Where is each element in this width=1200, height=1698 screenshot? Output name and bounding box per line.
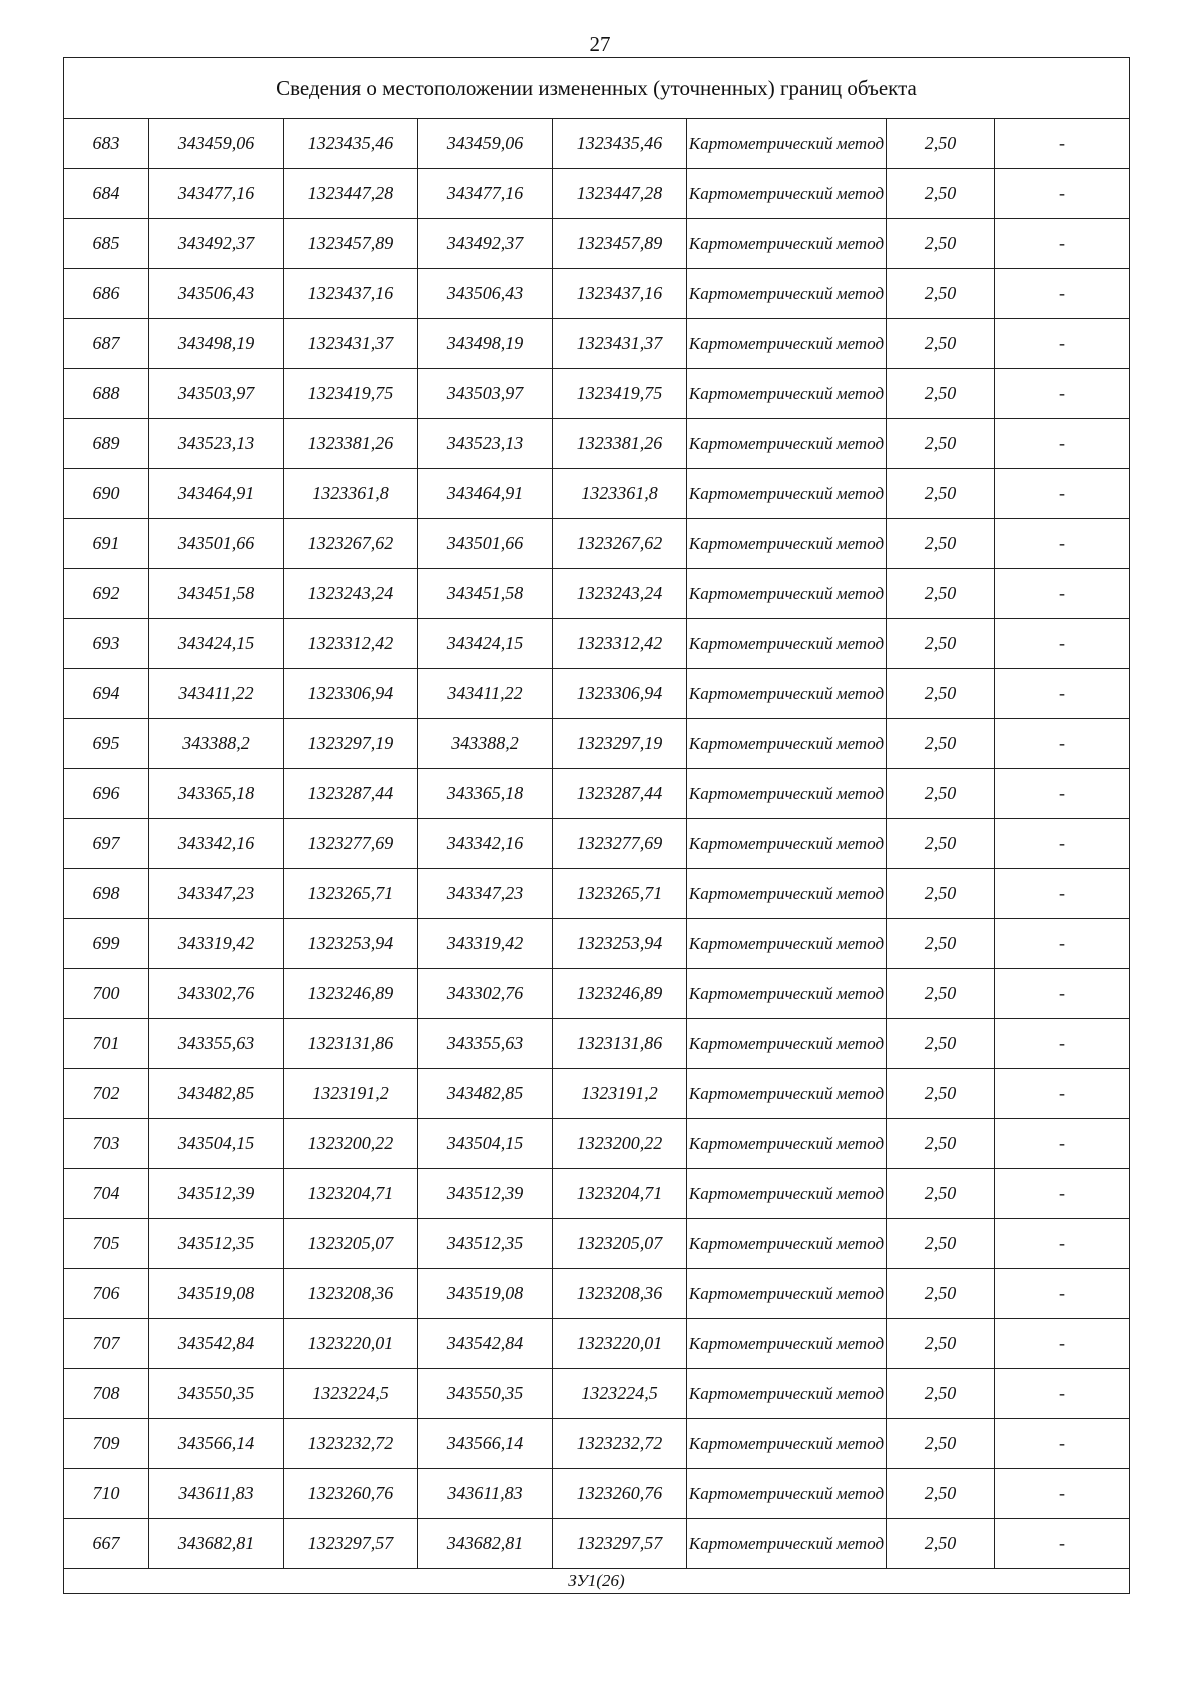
method-cell: Картометрический метод — [687, 1219, 887, 1269]
x-new-cell: 343542,84 — [418, 1319, 553, 1369]
table-title: Сведения о местоположении измененных (уточненных) границ объекта — [64, 58, 1130, 119]
y-existing-cell: 1323297,57 — [284, 1519, 418, 1569]
method-cell: Картометрический метод — [687, 219, 887, 269]
y-new-cell: 1323232,72 — [553, 1419, 687, 1469]
y-new-cell: 1323191,2 — [553, 1069, 687, 1119]
x-existing-cell: 343519,08 — [149, 1269, 284, 1319]
note-cell: - — [995, 919, 1130, 969]
x-new-cell: 343492,37 — [418, 219, 553, 269]
table-row — [64, 1319, 1130, 1369]
method-cell: Картометрический метод — [687, 819, 887, 869]
table-row — [64, 719, 1130, 769]
x-existing-cell: 343566,14 — [149, 1419, 284, 1469]
note-cell: - — [995, 969, 1130, 1019]
accuracy-cell: 2,50 — [887, 1369, 995, 1419]
table-row — [64, 819, 1130, 869]
method-cell: Картометрический метод — [687, 369, 887, 419]
point-number-cell: 700 — [64, 969, 149, 1019]
x-existing-cell: 343464,91 — [149, 469, 284, 519]
y-existing-cell: 1323361,8 — [284, 469, 418, 519]
y-existing-cell: 1323191,2 — [284, 1069, 418, 1119]
y-new-cell: 1323435,46 — [553, 119, 687, 169]
y-existing-cell: 1323200,22 — [284, 1119, 418, 1169]
x-new-cell: 343498,19 — [418, 319, 553, 369]
accuracy-cell: 2,50 — [887, 619, 995, 669]
accuracy-cell: 2,50 — [887, 1219, 995, 1269]
table-row — [64, 519, 1130, 569]
x-existing-cell: 343411,22 — [149, 669, 284, 719]
y-existing-cell: 1323457,89 — [284, 219, 418, 269]
x-existing-cell: 343302,76 — [149, 969, 284, 1019]
note-cell: - — [995, 869, 1130, 919]
x-new-cell: 343501,66 — [418, 519, 553, 569]
note-cell: - — [995, 569, 1130, 619]
boundary-table — [63, 57, 1130, 1594]
note-cell: - — [995, 1369, 1130, 1419]
method-cell: Картометрический метод — [687, 419, 887, 469]
x-existing-cell: 343365,18 — [149, 769, 284, 819]
point-number-cell: 686 — [64, 269, 149, 319]
x-existing-cell: 343611,83 — [149, 1469, 284, 1519]
x-existing-cell: 343512,35 — [149, 1219, 284, 1269]
y-existing-cell: 1323204,71 — [284, 1169, 418, 1219]
y-new-cell: 1323297,57 — [553, 1519, 687, 1569]
table-row — [64, 219, 1130, 269]
y-new-cell: 1323131,86 — [553, 1019, 687, 1069]
table-row — [64, 319, 1130, 369]
y-new-cell: 1323437,16 — [553, 269, 687, 319]
x-new-cell: 343355,63 — [418, 1019, 553, 1069]
y-existing-cell: 1323277,69 — [284, 819, 418, 869]
y-existing-cell: 1323297,19 — [284, 719, 418, 769]
point-number-cell: 667 — [64, 1519, 149, 1569]
accuracy-cell: 2,50 — [887, 119, 995, 169]
accuracy-cell: 2,50 — [887, 419, 995, 469]
x-new-cell: 343512,35 — [418, 1219, 553, 1269]
accuracy-cell: 2,50 — [887, 719, 995, 769]
table-row — [64, 619, 1130, 669]
x-new-cell: 343566,14 — [418, 1419, 553, 1469]
y-existing-cell: 1323243,24 — [284, 569, 418, 619]
table-footer: ЗУ1(26) — [64, 1569, 1130, 1594]
table-row — [64, 1469, 1130, 1519]
accuracy-cell: 2,50 — [887, 1319, 995, 1369]
y-existing-cell: 1323205,07 — [284, 1219, 418, 1269]
y-new-cell: 1323287,44 — [553, 769, 687, 819]
method-cell: Картометрический метод — [687, 1369, 887, 1419]
x-new-cell: 343482,85 — [418, 1069, 553, 1119]
note-cell: - — [995, 219, 1130, 269]
method-cell: Картометрический метод — [687, 119, 887, 169]
table-footer-row — [64, 1569, 1130, 1594]
note-cell: - — [995, 1169, 1130, 1219]
accuracy-cell: 2,50 — [887, 569, 995, 619]
x-existing-cell: 343459,06 — [149, 119, 284, 169]
point-number-cell: 697 — [64, 819, 149, 869]
y-new-cell: 1323260,76 — [553, 1469, 687, 1519]
table-row — [64, 569, 1130, 619]
table-row — [64, 1369, 1130, 1419]
y-new-cell: 1323457,89 — [553, 219, 687, 269]
note-cell: - — [995, 469, 1130, 519]
y-existing-cell: 1323253,94 — [284, 919, 418, 969]
accuracy-cell: 2,50 — [887, 1169, 995, 1219]
x-existing-cell: 343355,63 — [149, 1019, 284, 1069]
x-existing-cell: 343498,19 — [149, 319, 284, 369]
y-new-cell: 1323267,62 — [553, 519, 687, 569]
accuracy-cell: 2,50 — [887, 469, 995, 519]
accuracy-cell: 2,50 — [887, 969, 995, 1019]
x-new-cell: 343682,81 — [418, 1519, 553, 1569]
method-cell: Картометрический метод — [687, 569, 887, 619]
accuracy-cell: 2,50 — [887, 319, 995, 369]
table-row — [64, 1069, 1130, 1119]
accuracy-cell: 2,50 — [887, 769, 995, 819]
point-number-cell: 696 — [64, 769, 149, 819]
x-existing-cell: 343503,97 — [149, 369, 284, 419]
x-new-cell: 343519,08 — [418, 1269, 553, 1319]
method-cell: Картометрический метод — [687, 969, 887, 1019]
note-cell: - — [995, 1019, 1130, 1069]
page-number: 27 — [589, 32, 611, 56]
y-existing-cell: 1323437,16 — [284, 269, 418, 319]
note-cell: - — [995, 1469, 1130, 1519]
point-number-cell: 692 — [64, 569, 149, 619]
x-new-cell: 343550,35 — [418, 1369, 553, 1419]
note-cell: - — [995, 419, 1130, 469]
table-row — [64, 869, 1130, 919]
x-new-cell: 343611,83 — [418, 1469, 553, 1519]
y-existing-cell: 1323208,36 — [284, 1269, 418, 1319]
point-number-cell: 706 — [64, 1269, 149, 1319]
point-number-cell: 699 — [64, 919, 149, 969]
x-existing-cell: 343550,35 — [149, 1369, 284, 1419]
method-cell: Картометрический метод — [687, 319, 887, 369]
method-cell: Картометрический метод — [687, 1119, 887, 1169]
accuracy-cell: 2,50 — [887, 1419, 995, 1469]
method-cell: Картометрический метод — [687, 1469, 887, 1519]
method-cell: Картометрический метод — [687, 919, 887, 969]
x-new-cell: 343388,2 — [418, 719, 553, 769]
note-cell: - — [995, 1069, 1130, 1119]
method-cell: Картометрический метод — [687, 769, 887, 819]
note-cell: - — [995, 269, 1130, 319]
accuracy-cell: 2,50 — [887, 1519, 995, 1569]
x-new-cell: 343347,23 — [418, 869, 553, 919]
method-cell: Картометрический метод — [687, 1169, 887, 1219]
y-existing-cell: 1323267,62 — [284, 519, 418, 569]
x-new-cell: 343459,06 — [418, 119, 553, 169]
point-number-cell: 685 — [64, 219, 149, 269]
table-row — [64, 169, 1130, 219]
method-cell: Картометрический метод — [687, 1069, 887, 1119]
y-new-cell: 1323246,89 — [553, 969, 687, 1019]
note-cell: - — [995, 769, 1130, 819]
table-title-row — [64, 58, 1130, 119]
note-cell: - — [995, 1319, 1130, 1369]
point-number-cell: 705 — [64, 1219, 149, 1269]
point-number-cell: 691 — [64, 519, 149, 569]
accuracy-cell: 2,50 — [887, 519, 995, 569]
table-row — [64, 669, 1130, 719]
x-new-cell: 343523,13 — [418, 419, 553, 469]
table-row — [64, 769, 1130, 819]
y-existing-cell: 1323287,44 — [284, 769, 418, 819]
x-existing-cell: 343506,43 — [149, 269, 284, 319]
table-row — [64, 469, 1130, 519]
y-existing-cell: 1323447,28 — [284, 169, 418, 219]
point-number-cell: 689 — [64, 419, 149, 469]
table-row — [64, 419, 1130, 469]
point-number-cell: 707 — [64, 1319, 149, 1369]
method-cell: Картометрический метод — [687, 619, 887, 669]
x-existing-cell: 343451,58 — [149, 569, 284, 619]
y-new-cell: 1323220,01 — [553, 1319, 687, 1369]
x-existing-cell: 343504,15 — [149, 1119, 284, 1169]
y-existing-cell: 1323220,01 — [284, 1319, 418, 1369]
accuracy-cell: 2,50 — [887, 369, 995, 419]
y-new-cell: 1323205,07 — [553, 1219, 687, 1269]
y-new-cell: 1323243,24 — [553, 569, 687, 619]
x-existing-cell: 343542,84 — [149, 1319, 284, 1369]
accuracy-cell: 2,50 — [887, 1119, 995, 1169]
table-row — [64, 1519, 1130, 1569]
table-row — [64, 269, 1130, 319]
accuracy-cell: 2,50 — [887, 1069, 995, 1119]
table-row — [64, 919, 1130, 969]
accuracy-cell: 2,50 — [887, 919, 995, 969]
accuracy-cell: 2,50 — [887, 169, 995, 219]
point-number-cell: 694 — [64, 669, 149, 719]
x-existing-cell: 343319,42 — [149, 919, 284, 969]
x-new-cell: 343424,15 — [418, 619, 553, 669]
x-existing-cell: 343482,85 — [149, 1069, 284, 1119]
method-cell: Картометрический метод — [687, 469, 887, 519]
method-cell: Картометрический метод — [687, 869, 887, 919]
method-cell: Картометрический метод — [687, 1269, 887, 1319]
table-row — [64, 1219, 1130, 1269]
note-cell: - — [995, 619, 1130, 669]
accuracy-cell: 2,50 — [887, 1019, 995, 1069]
y-new-cell: 1323306,94 — [553, 669, 687, 719]
accuracy-cell: 2,50 — [887, 269, 995, 319]
point-number-cell: 683 — [64, 119, 149, 169]
method-cell: Картометрический метод — [687, 1419, 887, 1469]
y-new-cell: 1323361,8 — [553, 469, 687, 519]
y-new-cell: 1323447,28 — [553, 169, 687, 219]
method-cell: Картометрический метод — [687, 169, 887, 219]
x-existing-cell: 343501,66 — [149, 519, 284, 569]
x-existing-cell: 343492,37 — [149, 219, 284, 269]
y-new-cell: 1323297,19 — [553, 719, 687, 769]
point-number-cell: 703 — [64, 1119, 149, 1169]
table-row — [64, 369, 1130, 419]
accuracy-cell: 2,50 — [887, 1269, 995, 1319]
note-cell: - — [995, 669, 1130, 719]
y-existing-cell: 1323312,42 — [284, 619, 418, 669]
y-existing-cell: 1323131,86 — [284, 1019, 418, 1069]
x-new-cell: 343451,58 — [418, 569, 553, 619]
note-cell: - — [995, 369, 1130, 419]
y-new-cell: 1323265,71 — [553, 869, 687, 919]
y-new-cell: 1323419,75 — [553, 369, 687, 419]
point-number-cell: 701 — [64, 1019, 149, 1069]
table-row — [64, 1119, 1130, 1169]
y-existing-cell: 1323381,26 — [284, 419, 418, 469]
note-cell: - — [995, 1219, 1130, 1269]
x-existing-cell: 343424,15 — [149, 619, 284, 669]
y-new-cell: 1323312,42 — [553, 619, 687, 669]
method-cell: Картометрический метод — [687, 719, 887, 769]
y-existing-cell: 1323435,46 — [284, 119, 418, 169]
accuracy-cell: 2,50 — [887, 219, 995, 269]
y-new-cell: 1323253,94 — [553, 919, 687, 969]
x-new-cell: 343503,97 — [418, 369, 553, 419]
note-cell: - — [995, 519, 1130, 569]
point-number-cell: 709 — [64, 1419, 149, 1469]
accuracy-cell: 2,50 — [887, 869, 995, 919]
method-cell: Картометрический метод — [687, 669, 887, 719]
y-existing-cell: 1323232,72 — [284, 1419, 418, 1469]
point-number-cell: 687 — [64, 319, 149, 369]
method-cell: Картометрический метод — [687, 1019, 887, 1069]
table-row — [64, 969, 1130, 1019]
y-new-cell: 1323200,22 — [553, 1119, 687, 1169]
point-number-cell: 702 — [64, 1069, 149, 1119]
x-existing-cell: 343342,16 — [149, 819, 284, 869]
y-new-cell: 1323381,26 — [553, 419, 687, 469]
table-row — [64, 1019, 1130, 1069]
x-new-cell: 343512,39 — [418, 1169, 553, 1219]
table-row — [64, 1169, 1130, 1219]
table-row — [64, 119, 1130, 169]
note-cell: - — [995, 1419, 1130, 1469]
y-new-cell: 1323204,71 — [553, 1169, 687, 1219]
x-new-cell: 343365,18 — [418, 769, 553, 819]
note-cell: - — [995, 1519, 1130, 1569]
note-cell: - — [995, 1119, 1130, 1169]
y-existing-cell: 1323260,76 — [284, 1469, 418, 1519]
y-new-cell: 1323224,5 — [553, 1369, 687, 1419]
y-new-cell: 1323431,37 — [553, 319, 687, 369]
note-cell: - — [995, 719, 1130, 769]
y-existing-cell: 1323246,89 — [284, 969, 418, 1019]
table-row — [64, 1269, 1130, 1319]
x-existing-cell: 343523,13 — [149, 419, 284, 469]
x-existing-cell: 343682,81 — [149, 1519, 284, 1569]
method-cell: Картометрический метод — [687, 1319, 887, 1369]
y-existing-cell: 1323419,75 — [284, 369, 418, 419]
point-number-cell: 704 — [64, 1169, 149, 1219]
y-existing-cell: 1323224,5 — [284, 1369, 418, 1419]
x-new-cell: 343342,16 — [418, 819, 553, 869]
point-number-cell: 690 — [64, 469, 149, 519]
note-cell: - — [995, 319, 1130, 369]
x-new-cell: 343504,15 — [418, 1119, 553, 1169]
x-new-cell: 343302,76 — [418, 969, 553, 1019]
method-cell: Картометрический метод — [687, 1519, 887, 1569]
x-existing-cell: 343477,16 — [149, 169, 284, 219]
point-number-cell: 710 — [64, 1469, 149, 1519]
note-cell: - — [995, 819, 1130, 869]
point-number-cell: 693 — [64, 619, 149, 669]
accuracy-cell: 2,50 — [887, 1469, 995, 1519]
x-new-cell: 343319,42 — [418, 919, 553, 969]
table-row — [64, 1419, 1130, 1469]
y-new-cell: 1323277,69 — [553, 819, 687, 869]
x-existing-cell: 343512,39 — [149, 1169, 284, 1219]
point-number-cell: 708 — [64, 1369, 149, 1419]
y-existing-cell: 1323306,94 — [284, 669, 418, 719]
y-existing-cell: 1323431,37 — [284, 319, 418, 369]
point-number-cell: 695 — [64, 719, 149, 769]
point-number-cell: 688 — [64, 369, 149, 419]
point-number-cell: 684 — [64, 169, 149, 219]
method-cell: Картометрический метод — [687, 269, 887, 319]
x-existing-cell: 343347,23 — [149, 869, 284, 919]
note-cell: - — [995, 1269, 1130, 1319]
x-new-cell: 343477,16 — [418, 169, 553, 219]
method-cell: Картометрический метод — [687, 519, 887, 569]
accuracy-cell: 2,50 — [887, 819, 995, 869]
y-new-cell: 1323208,36 — [553, 1269, 687, 1319]
note-cell: - — [995, 169, 1130, 219]
x-new-cell: 343411,22 — [418, 669, 553, 719]
accuracy-cell: 2,50 — [887, 669, 995, 719]
x-new-cell: 343506,43 — [418, 269, 553, 319]
x-new-cell: 343464,91 — [418, 469, 553, 519]
note-cell: - — [995, 119, 1130, 169]
y-existing-cell: 1323265,71 — [284, 869, 418, 919]
x-existing-cell: 343388,2 — [149, 719, 284, 769]
point-number-cell: 698 — [64, 869, 149, 919]
